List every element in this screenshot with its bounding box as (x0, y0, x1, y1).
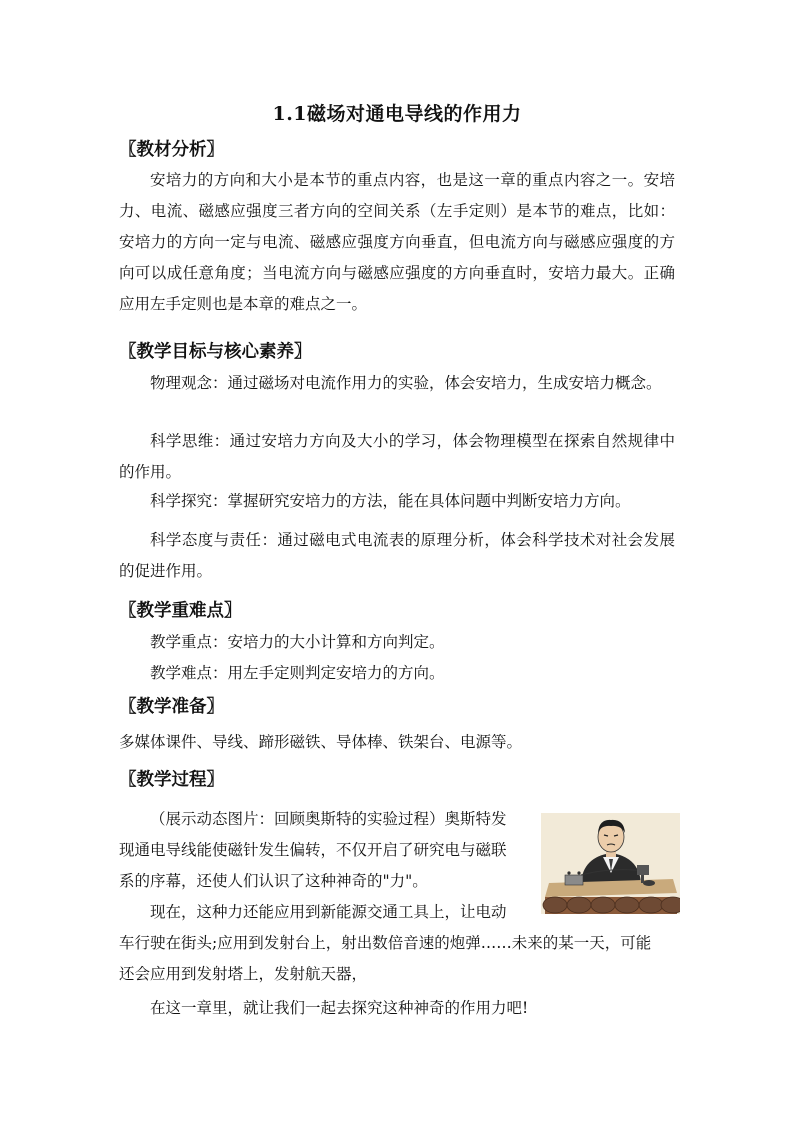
process-line-3: 系的序幕，还使人们认识了这种神奇的"力"。 (119, 872, 428, 890)
goal-item-scientific-thinking: 科学思维：通过安培力方向及大小的学习，体会物理模型在探索自然规律中的作用。 (119, 432, 675, 481)
process-line-1: （展示动态图片：回顾奥斯特的实验过程）奥斯特发 (150, 810, 507, 828)
keypoint-focus: 教学重点：安培力的大小计算和方向判定。 (150, 633, 445, 651)
process-line-4: 现在，这种力还能应用到新能源交通工具上，让电动 (150, 903, 507, 921)
section-heading-keypoints: 〖教学重难点〗 (119, 601, 242, 621)
oersted-experiment-cartoon-icon (541, 813, 680, 914)
goal-item-attitude-responsibility: 科学态度与责任：通过磁电式电流表的原理分析，体会科学技术对社会发展的促进作用。 (119, 531, 675, 580)
process-line-2: 现通电导线能使磁针发生偏转，不仅开启了研究电与磁联 (119, 841, 507, 859)
process-line-5: 车行驶在街头;应用到发射台上，射出数倍音速的炮弹……未来的某一天，可能 (119, 934, 652, 952)
process-line-7: 在这一章里，就让我们一起去探究这种神奇的作用力吧! (150, 999, 529, 1017)
goal-item-physics-concept: 物理观念：通过磁场对电流作用力的实验，体会安培力，生成安培力概念。 (150, 374, 662, 392)
analysis-paragraph: 安培力的方向和大小是本节的重点内容，也是这一章的重点内容之一。安培力、电流、磁感应强度三者方向的空间关系（左手定则）是本节的难点，比如：安培力的方向一定与电流、磁感应强度方向垂直，但电流方向与磁感应强度的方向可以成任意角度；当电流方向与磁感应强度的方向垂直时，安培力最大。正确应用左手定则也是本章的难点之一。 (119, 171, 675, 313)
section-heading-process: 〖教学过程〗 (119, 770, 224, 790)
goal-item-scientific-inquiry: 科学探究：掌握研究安培力的方法，能在具体问题中判断安培力方向。 (150, 492, 631, 510)
section-heading-prep: 〖教学准备〗 (119, 697, 224, 717)
process-line-6: 还会应用到发射塔上，发射航天器， (119, 965, 368, 983)
page-title: 1.1磁场对通电导线的作用力 (272, 103, 522, 125)
section-heading-goals: 〖教学目标与核心素养〗 (119, 342, 312, 362)
section-heading-analysis: 〖教材分析〗 (119, 140, 224, 160)
keypoint-difficulty: 教学难点：用左手定则判定安培力的方向。 (150, 664, 445, 682)
prep-text: 多媒体课件、导线、蹄形磁铁、导体棒、铁架台、电源等。 (119, 733, 523, 751)
